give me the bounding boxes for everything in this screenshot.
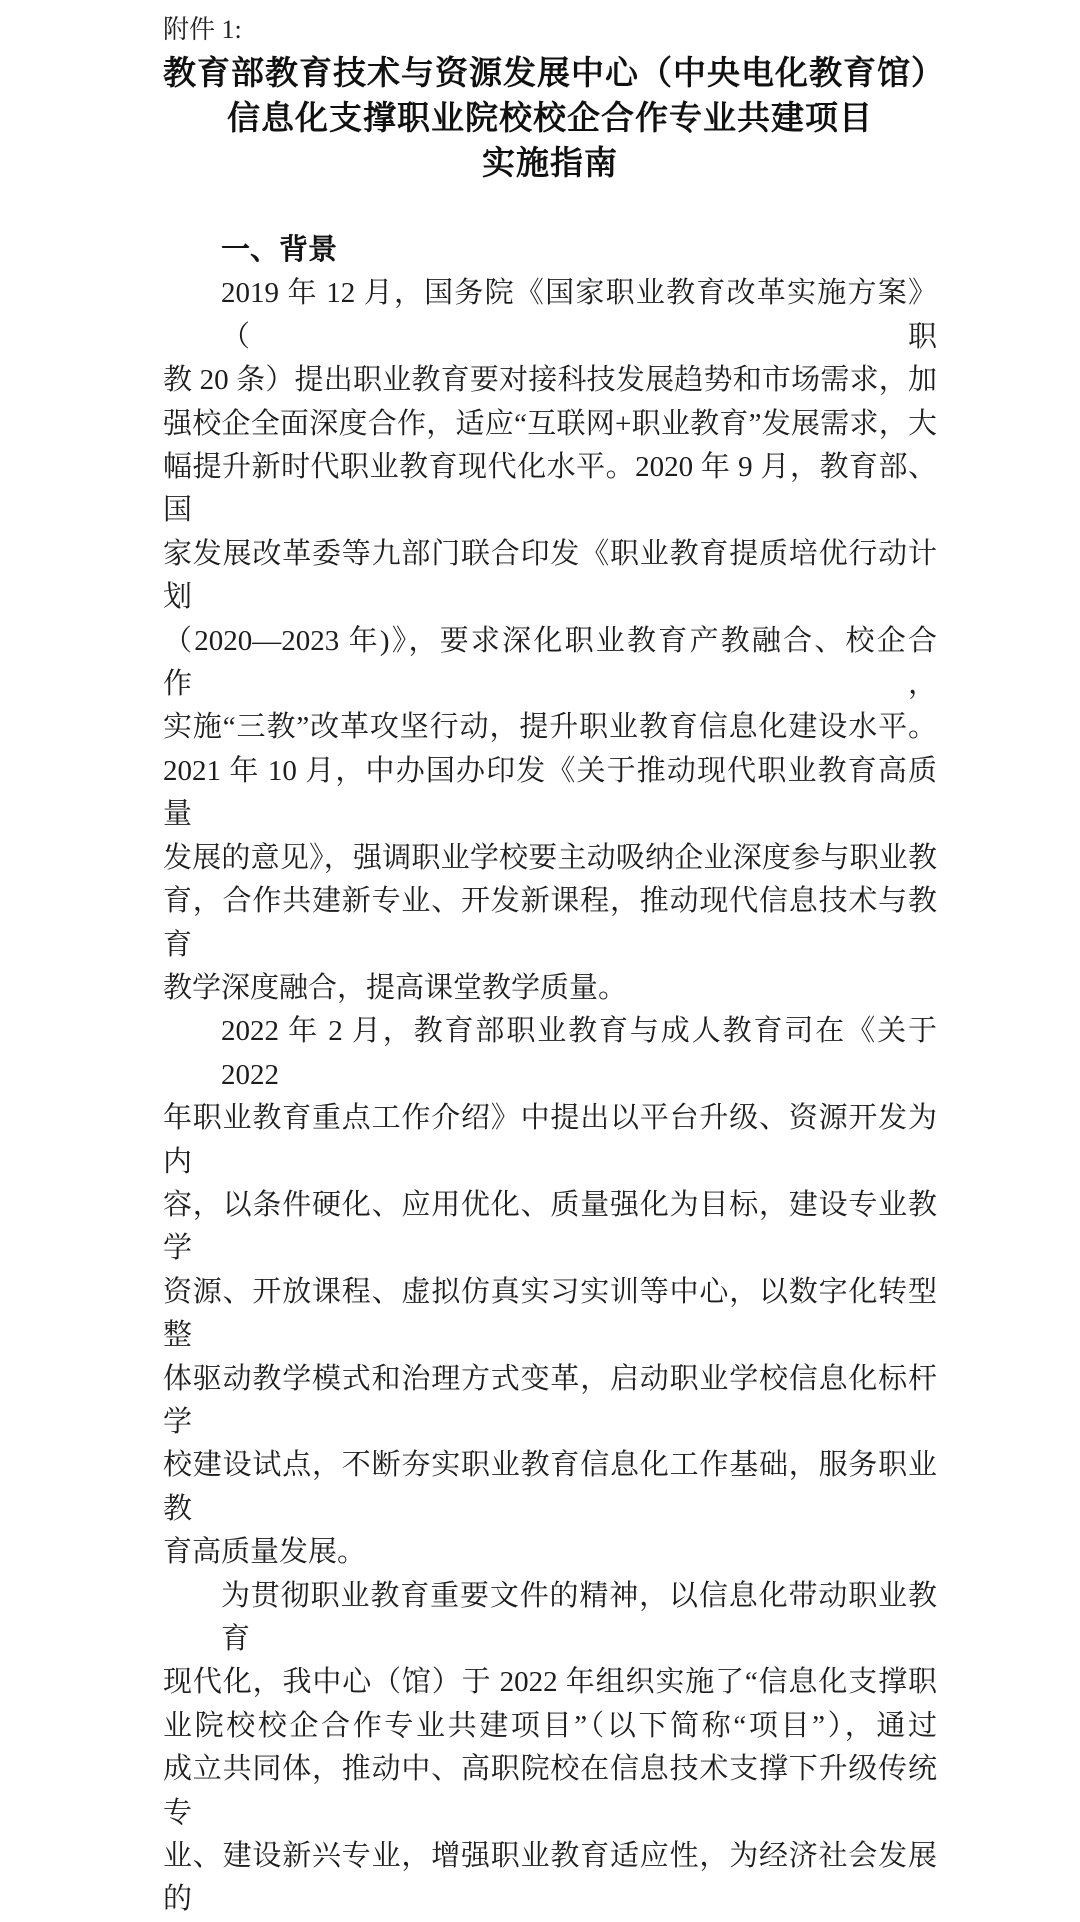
body-line: 教 20 条）提出职业教育要对接科技发展趋势和市场需求，加 xyxy=(163,364,937,397)
title-line-2: 信息化支撑职业院校校企合作专业共建项目 xyxy=(227,101,873,137)
body-line: 2019 年 12 月，国务院《国家职业教育改革实施方案》（职 xyxy=(221,277,937,353)
body-line: 教学深度融合，提高课堂教学质量。 xyxy=(163,971,628,1004)
body-line: 业、建设新兴专业，增强职业教育适应性，为经济社会发展的 xyxy=(163,1840,937,1916)
title-line-1: 教育部教育技术与资源发展中心（中央电化教育馆） xyxy=(163,56,945,92)
body-line: 发展的意见》，强调职业学校要主动吸纳企业深度参与职业教 xyxy=(163,841,937,874)
attachment-label: 附件 1: xyxy=(163,15,242,44)
body-line: 育，合作共建新专业、开发新课程，推动现代信息技术与教育 xyxy=(163,885,937,961)
document-title xyxy=(163,52,945,187)
document-content xyxy=(163,14,945,1922)
body-line: （2020—2023 年)》，要求深化职业教育产教融合、校企合作， xyxy=(163,624,937,701)
body-line: 2021 年 10 月，中办国办印发《关于推动现代职业教育高质量 xyxy=(163,754,937,831)
body-line: 成立共同体，推动中、高职院校在信息技术支撑下升级传统专 xyxy=(163,1753,937,1829)
body-line: 校建设试点，不断夯实职业教育信息化工作基础，服务职业教 xyxy=(163,1449,937,1525)
body-line: 2022 年 2 月，教育部职业教育与成人教育司在《关于 2022 xyxy=(221,1015,937,1091)
body-line: 强校企全面深度合作，适应“互联网+职业教育”发展需求，大 xyxy=(163,407,937,440)
paragraph xyxy=(163,272,937,1010)
body-line: 育高质量发展。 xyxy=(163,1536,367,1569)
body-line: 业院校校企合作专业共建项目”（以下简称“项目”），通过 xyxy=(163,1709,937,1742)
document-body xyxy=(163,229,937,1922)
body-line: 为贯彻职业教育重要文件的精神，以信息化带动职业教育 xyxy=(221,1579,937,1655)
body-line: 资源、开放课程、虚拟仿真实习实训等中心，以数字化转型整 xyxy=(163,1275,937,1352)
body-line: 年职业教育重点工作介绍》中提出以平台升级、资源开发为内 xyxy=(163,1102,937,1178)
paragraph xyxy=(163,1575,937,1922)
title-line-3: 实施指南 xyxy=(482,146,618,182)
body-line: 幅提升新时代职业教育现代化水平。2020 年 9 月，教育部、国 xyxy=(163,451,937,527)
section-heading: 一、背景 xyxy=(221,234,338,266)
title-body-gap xyxy=(163,187,937,229)
body-line: 容，以条件硬化、应用优化、质量强化为目标，建设专业教学 xyxy=(163,1188,937,1265)
paragraph xyxy=(163,1010,937,1574)
body-line: 家发展改革委等九部门联合印发《职业教育提质培优行动计划 xyxy=(163,537,937,614)
body-line: 实施“三教”改革攻坚行动，提升职业教育信息化建设水平。 xyxy=(163,711,937,744)
body-line: 现代化，我中心（馆）于 2022 年组织实施了“信息化支撑职 xyxy=(163,1666,937,1699)
body-line: 体驱动教学模式和治理方式变革，启动职业学校信息化标杆学 xyxy=(163,1362,937,1438)
